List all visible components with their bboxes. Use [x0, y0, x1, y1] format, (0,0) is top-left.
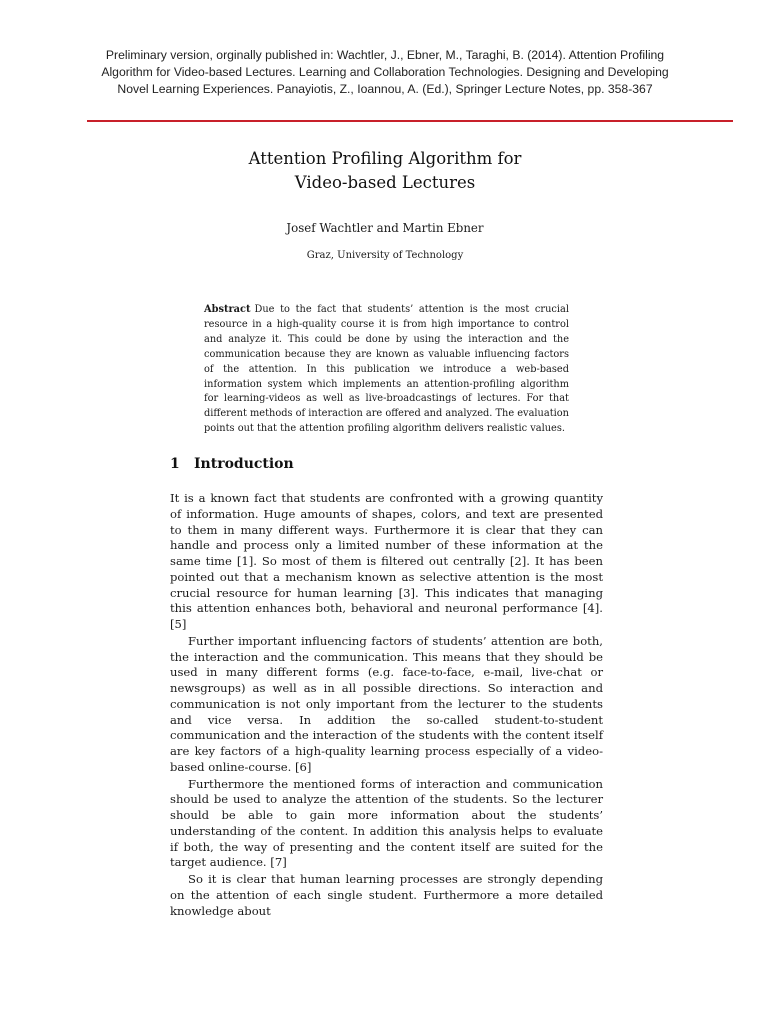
body-paragraph: So it is clear that human learning processes are strongly depending on the attention of each single student. Furthermore a more detailed knowledge about	[170, 872, 603, 918]
section-title: Introduction	[194, 456, 294, 472]
section-number: 1	[170, 456, 180, 472]
abstract	[204, 303, 569, 437]
preliminary-version-note: Preliminary version, orginally published in: Wachtler, J., Ebner, M., Taraghi, B. (2014). Attention Profiling Algorithm for Video-based Lectures. Learning and Collaboration Technologies. Designing and Developing Novel Learning Experiences. Panayiotis, Z., Ioannou, A. (Ed.), Springer Lecture Notes, pp. 358-367	[101, 48, 669, 96]
authors: Josef Wachtler and Martin Ebner	[286, 221, 484, 235]
header-divider	[87, 120, 733, 122]
paper-title-line-1: Attention Profiling Algorithm for	[248, 149, 522, 168]
body-paragraph: Further important influencing factors of students’ attention are both, the interaction and the communication. This means that they should be used in many different forms (e.g. face-to-face, e-mail, live-chat or newsgroups) as well as in all possible directions. So interaction and communication is not only important from the lecturer to the students and vice versa. In addition the so-called student-to-student communication and the interaction of the students with the content itself are key factors of a high-quality learning process especially of a video-based online-course. [6]	[170, 633, 603, 774]
paper-title-line-2: Video-based Lectures	[294, 173, 476, 192]
abstract-label: Abstract	[204, 304, 251, 315]
body-paragraph: Furthermore the mentioned forms of interaction and communication should be used to analyze the attention of the students. So the lecturer should be able to gain more information about the students’ understanding of the content. In addition this analysis helps to evaluate if both, the way of presenting and the content itself are suited for the target audience. [7]	[170, 776, 603, 870]
paper-title	[160, 147, 610, 195]
abstract-text: Due to the fact that students’ attention is the most crucial resource in a high-quality course it is from high importance to control and analyze it. This could be done by using the interaction and the communication because they are known as valuable influencing factors of the attention. In this publication we introduce a web-based information system which implements an attention-profiling algorithm for learning-videos as well as live-broadcastings of lectures. For that different methods of interaction are offered and analyzed. The evaluation points out that the attention profiling algorithm delivers realistic values.	[204, 304, 569, 435]
introduction-body	[170, 491, 603, 919]
affiliation: Graz, University of Technology	[306, 250, 464, 261]
section-heading-introduction	[170, 456, 610, 472]
body-paragraph: It is a known fact that students are confronted with a growing quantity of information. Huge amounts of shapes, colors, and text are presented to them in many different ways. Furthermore it is clear that they can handle and process only a limited number of these information at the same time [1]. So most of them is filtered out centrally [2]. It has been pointed out that a mechanism known as selective attention is the most crucial resource for human learning [3]. This indicates that managing this attention enhances both, behavioral and neuronal performance [4]. [5]	[170, 491, 603, 631]
